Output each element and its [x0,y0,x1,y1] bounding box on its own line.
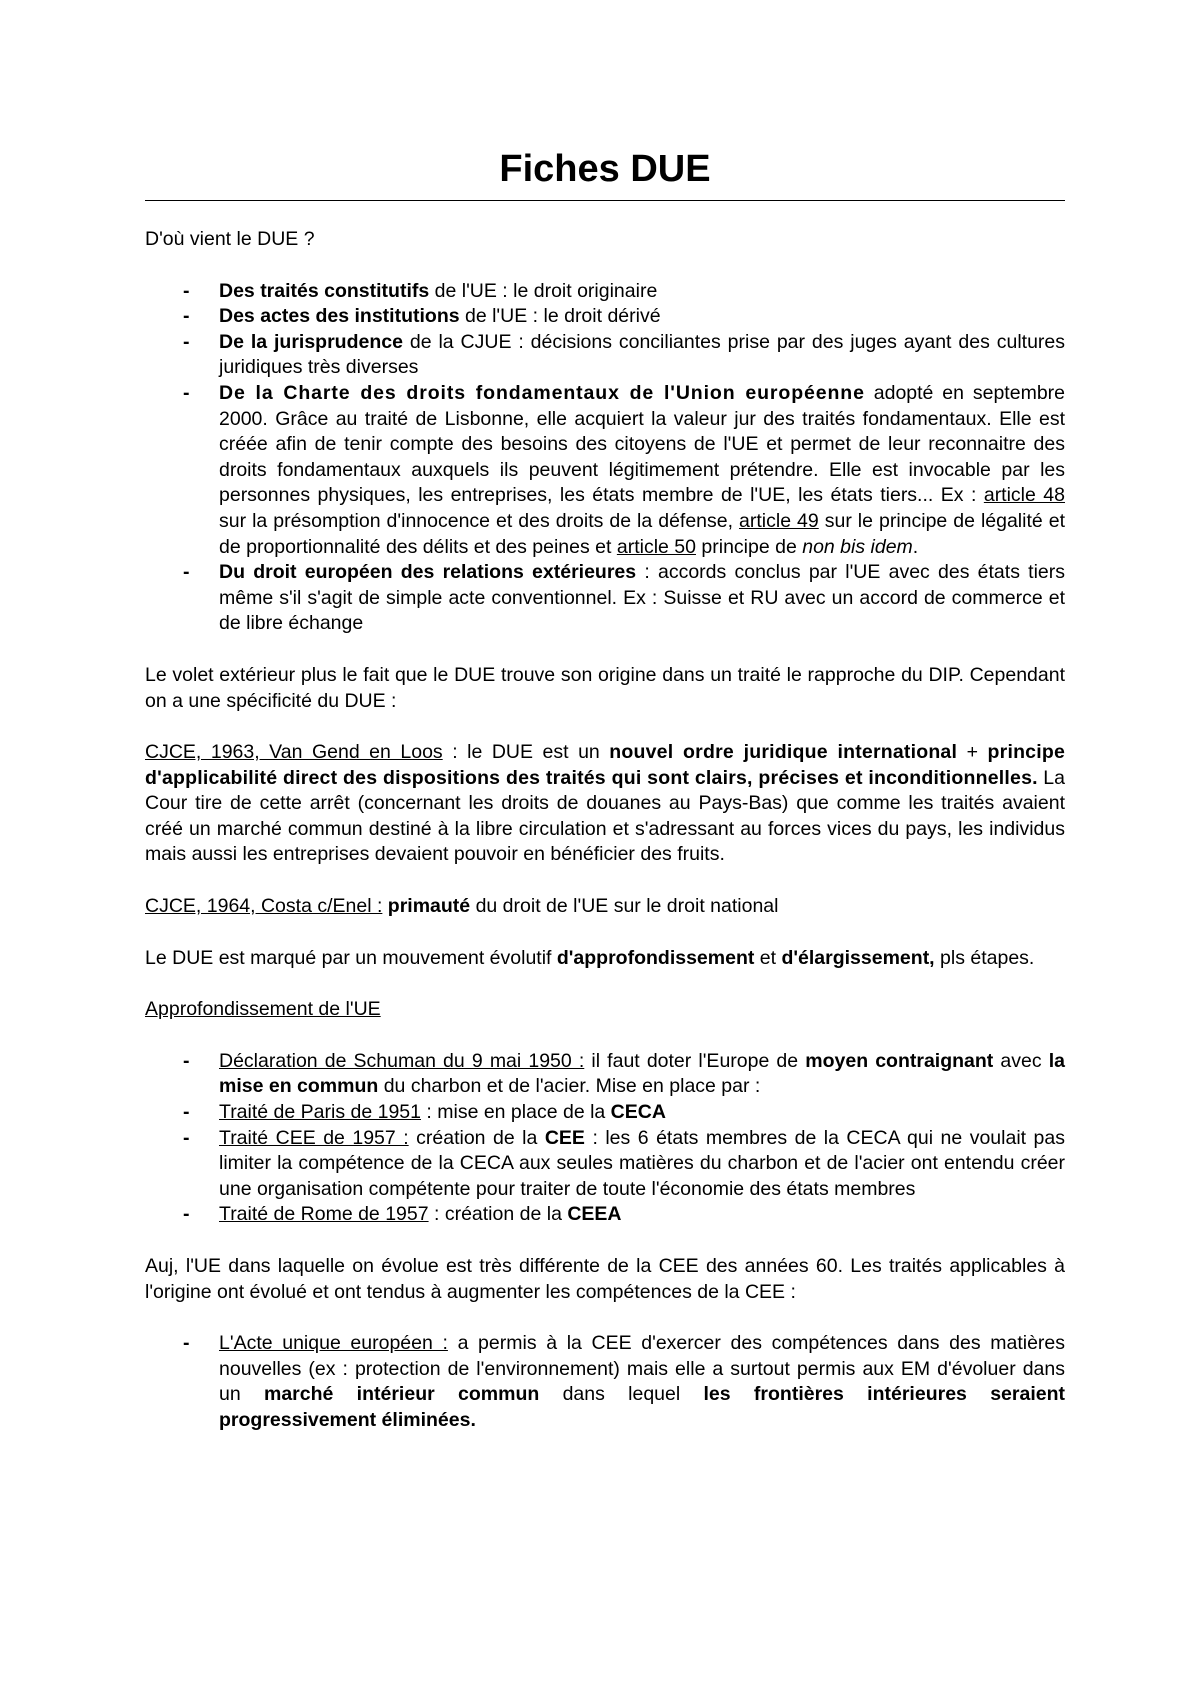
bold-term: Du droit européen des relations extérieures [219,561,637,584]
paragraph-text: du droit de l'UE sur le droit national [470,895,779,918]
paragraph-text: La Cour tire de cette arrêt (concernant les droits de douanes au Pays-Bas) que comme les traités avaient créé un marché commun destiné à la libre circulation et s'adressant au forces vices du pays, les individus mais aussi les entreprises devaient pouvoir en bénéficier des fruits. [145,766,1065,866]
approfondissement-list [145,1049,1065,1228]
list-item [145,279,1065,305]
van-gend-paragraph [145,740,1065,868]
acte-list [145,1331,1065,1433]
bold-term: CEEA [567,1203,622,1226]
bold-term: CEE [544,1126,585,1149]
bold-term: marché intérieur commun [264,1383,540,1406]
list-item-text: . [912,535,919,558]
list-item-text: a permis à la CEE d'exercer des compétences dans des matières nouvelles (ex : protection de l'environnement) mais elle a surtout permis aux EM d'évoluer dans un [219,1332,1066,1406]
evolutif-paragraph [145,946,1065,972]
bold-term: la mise en commun [219,1049,1065,1098]
bold-term: d'élargissement, [781,946,935,969]
bold-term: nouvel ordre juridique international [609,741,958,764]
list-item-text: du charbon et de l'acier. Mise en place par : [378,1075,761,1098]
list-item-text: sur la présomption d'innocence et des droits de la défense, [219,509,740,532]
sources-list [145,279,1065,637]
section-heading-approfondissement: Approfondissement de l'UE [145,998,381,1021]
bold-term: primauté [387,895,471,918]
page-title: Fiches DUE [145,146,1065,201]
list-item [145,1126,1065,1203]
list-item-text: dans lequel [539,1383,704,1406]
list-item-charte [145,381,1065,560]
bold-term: De la jurisprudence [219,330,403,353]
intro-question: D'où vient le DUE ? [145,228,315,250]
list-item-text: de l'UE : le droit dérivé [459,305,661,328]
article-48-ref: article 48 [983,484,1065,507]
list-item-text: il faut doter l'Europe de [584,1049,806,1072]
paragraph-text: : le DUE est un [442,741,610,764]
list-item-text: avec [993,1049,1049,1072]
list-item-text: : mise en place de la [420,1101,611,1124]
underlined-term: Traité CEE de 1957 : [219,1126,409,1149]
bold-term: moyen contraignant [805,1049,994,1072]
paragraph-text: Le DUE est marqué par un mouvement évolutif [145,946,557,969]
list-item [145,330,1065,381]
underlined-term: L'Acte unique européen : [219,1332,448,1355]
list-item [145,1202,1065,1228]
list-item-text: sur le principe de légalité et de proportionnalité des délits et des peines et [219,509,1065,558]
paragraph-text: et [754,946,782,969]
bold-term: Des traités constitutifs [219,279,430,302]
list-item-text: principe de [695,535,803,558]
list-item-text: création de la [408,1126,545,1149]
list-item-text: de l'UE : le droit originaire [429,279,658,302]
bold-term: les frontières intérieures seraient progressivement éliminées. [219,1383,1065,1431]
bold-term: CECA [610,1101,666,1124]
list-item [145,304,1065,330]
list-item [145,1100,1065,1126]
case-reference: CJCE, 1963, Van Gend en Loos [145,741,443,764]
article-50-ref: article 50 [616,535,696,558]
underlined-term: Traité de Rome de 1957 [219,1203,429,1226]
article-49-ref: article 49 [739,509,819,532]
auj-paragraph: Auj, l'UE dans laquelle on évolue est très différente de la CEE des années 60. Les traités applicables à l'origine ont évolué et ont tendus à augmenter les compétences de la CEE : [145,1255,1065,1303]
paragraph-text: + [957,741,988,764]
list-item-relations [145,560,1065,637]
bold-term: Des actes des institutions [219,305,460,328]
underlined-term: Déclaration de Schuman du 9 mai 1950 : [219,1049,585,1072]
underlined-term: Traité de Paris de 1951 [219,1101,421,1124]
list-item-text: : les 6 états membres de la CECA qui ne voulait pas limiter la compétence de la CECA aux seules matières du charbon et de l'acier ont entendu créer une organisation compétente pour traiter de toute l'économie des états membres [219,1126,1066,1200]
list-item [145,1049,1065,1100]
list-item-text: de la CJUE : décisions conciliantes prise par des juges ayant des cultures juridiques très diverses [219,330,1065,379]
costa-paragraph [145,894,1065,920]
bold-term: principe d'applicabilité direct des dispositions des traités qui sont clairs, précises et inconditionnelles. [145,741,1065,789]
document-body [145,146,1065,1434]
paragraph-text: pls étapes. [934,946,1035,969]
list-item-text: : création de la [428,1203,568,1226]
bold-term: d'approfondissement [556,946,755,969]
list-item-text: adopté en septembre 2000. Grâce au traité de Lisbonne, elle acquiert la valeur jur des traités fondamentaux. Elle est créée afin de tenir compte des besoins des citoyens de l'UE et permet de leur reconnaitre des droits fondamentaux auxquels ils peuvent légitimement prétendre. Elle est invocable par les personnes physiques, les entreprises, les états membre de l'UE, les états tiers... Ex : [219,381,1066,507]
list-item [145,1331,1065,1433]
volet-paragraph: Le volet extérieur plus le fait que le DUE trouve son origine dans un traité le rapproche du DIP. Cependant on a une spécificité du DUE : [145,663,1065,712]
bold-term: De la Charte des droits fondamentaux de l'Union européenne [219,381,865,404]
italic-term: non bis idem [802,535,913,558]
case-reference: CJCE, 1964, Costa c/Enel : [145,895,383,918]
list-item-text: : accords conclus par l'UE avec des états tiers même s'il s'agit de simple acte conventionnel. Ex : Suisse et RU avec un accord de commerce et de libre échange [219,561,1065,635]
